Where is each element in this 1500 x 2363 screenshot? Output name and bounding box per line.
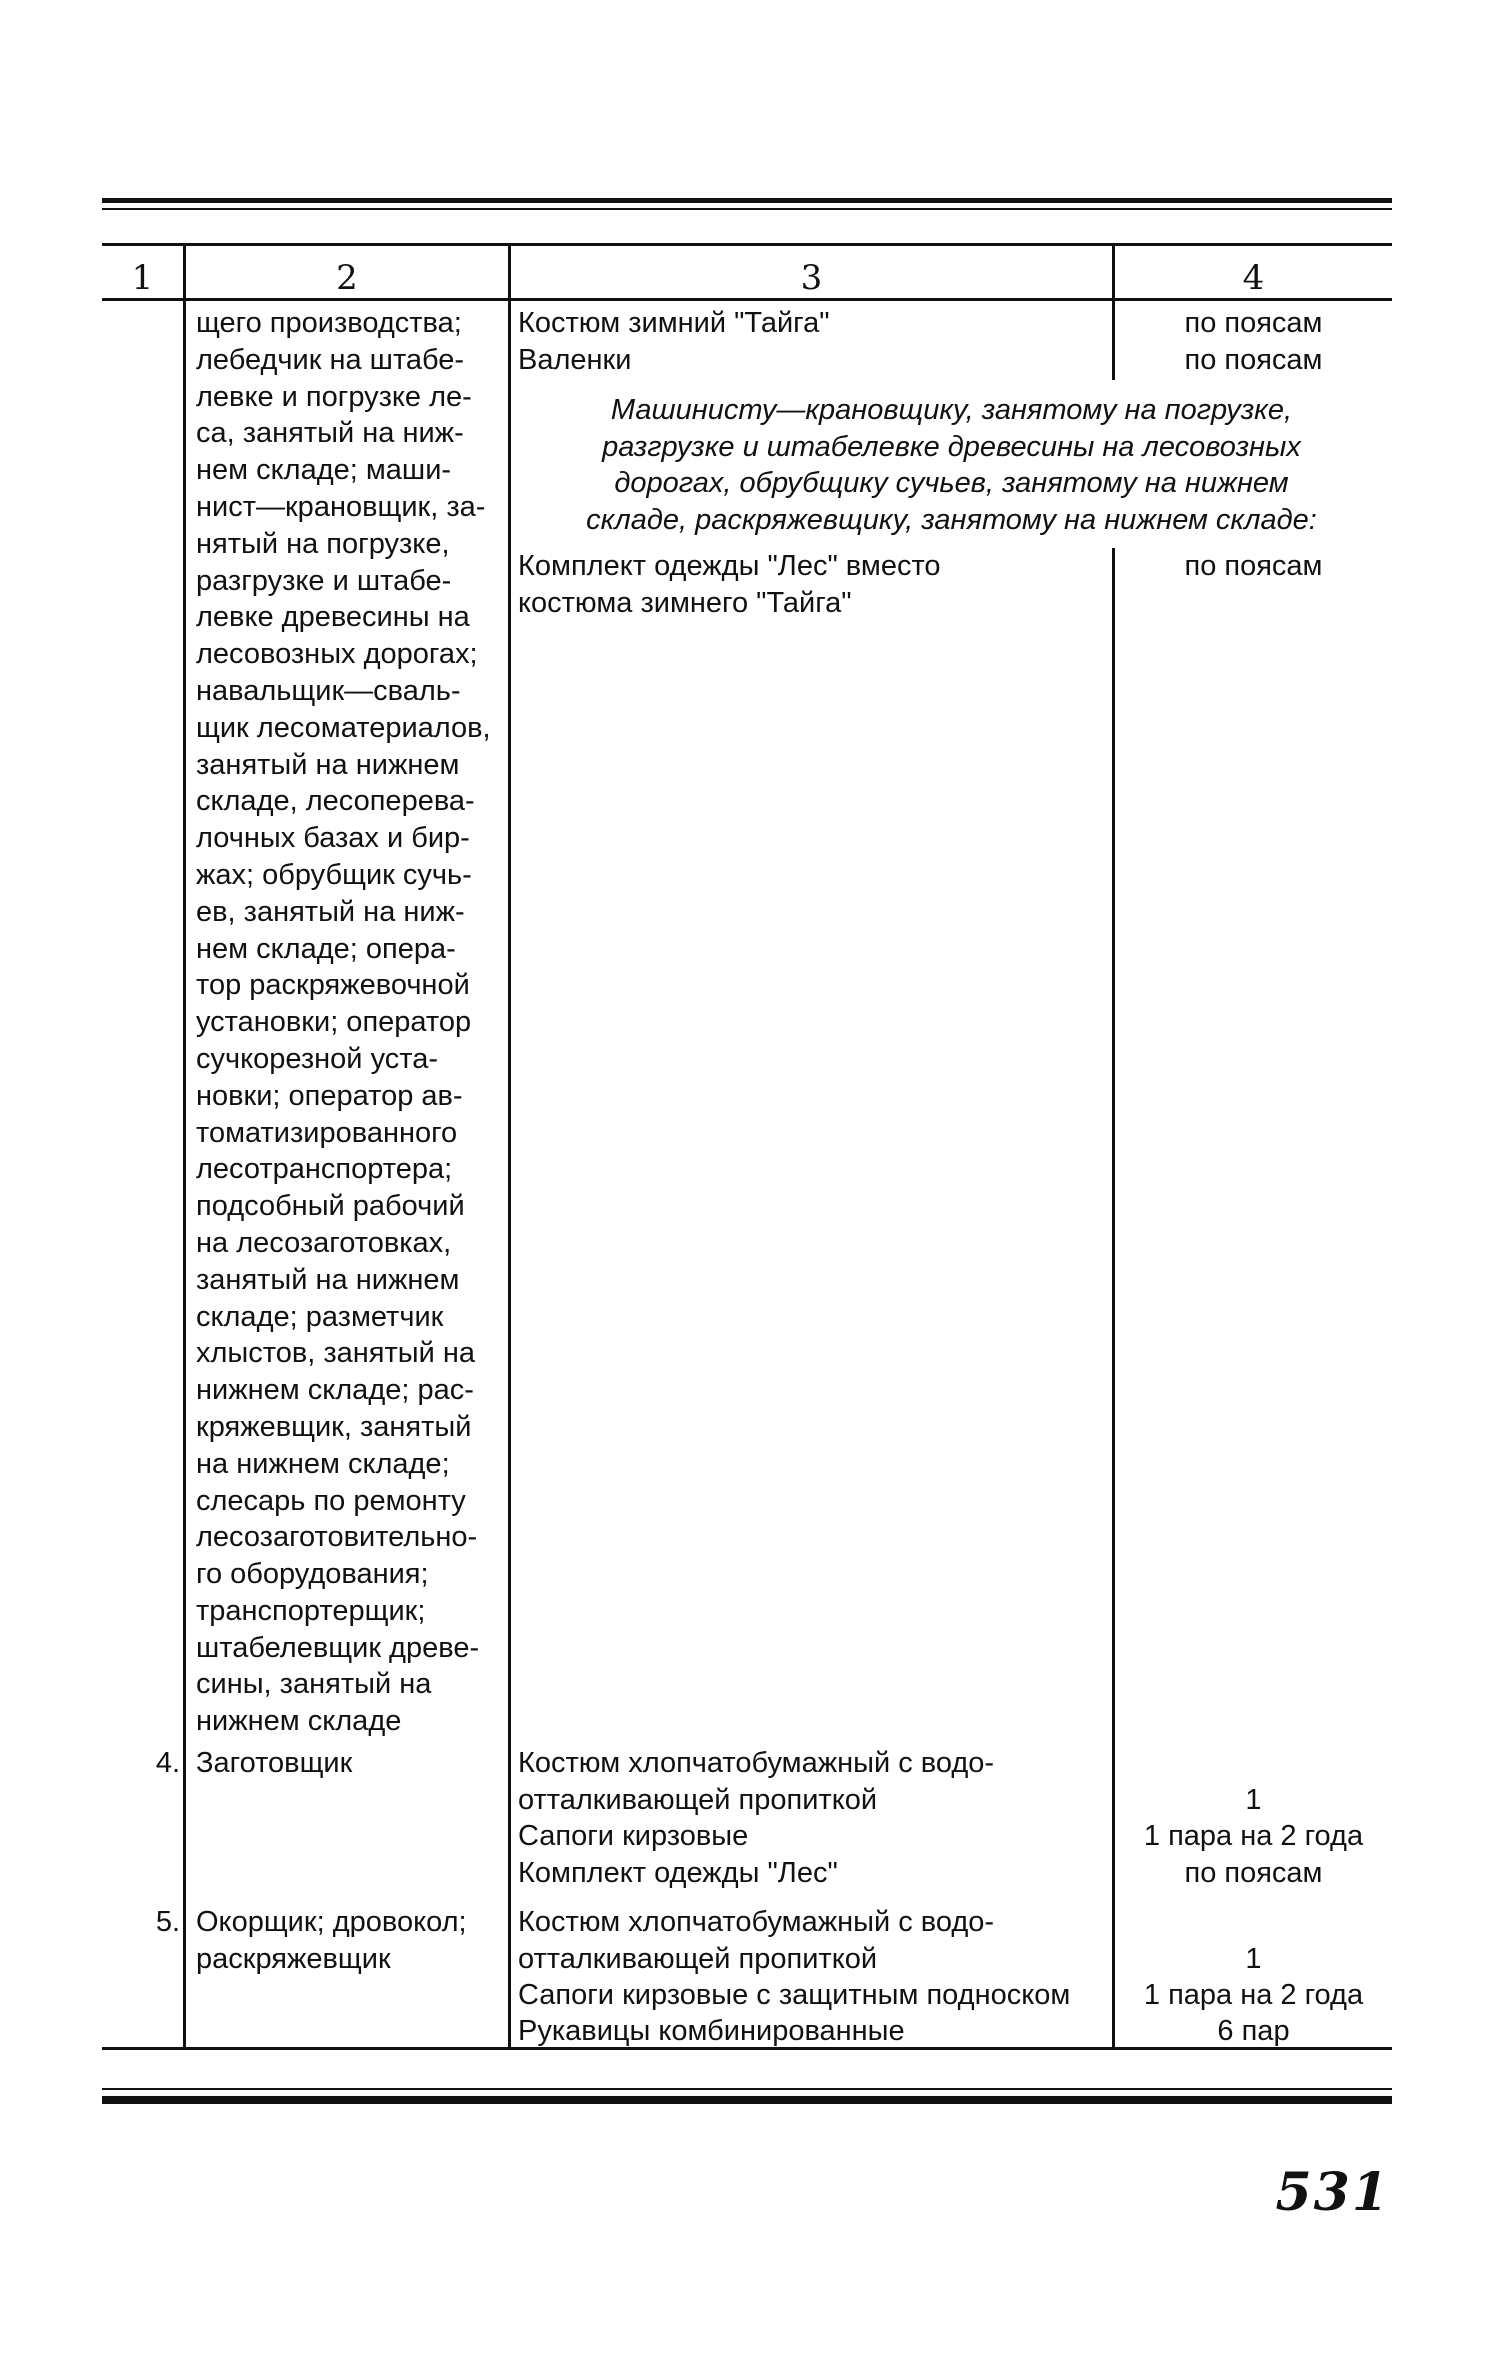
profession-line: лочных базах и бир- — [196, 822, 470, 855]
item-norm: по поясам — [1184, 344, 1323, 376]
item-line: Комплект одежды "Лес" — [518, 1857, 838, 1889]
profession-line: на лесозаготовках, — [196, 1226, 452, 1259]
header-col-2: 2 — [336, 258, 358, 298]
profession-line: жах; обрубщик сучь- — [196, 858, 472, 891]
profession-line: томатизированного — [196, 1116, 458, 1149]
norm: 1 — [1245, 1784, 1262, 1816]
item-line: Костюм хлопчатобумажный с водо- — [518, 1747, 995, 1779]
profession-line: Окорщик; дровокол; — [196, 1906, 467, 1938]
item-line: отталкивающей пропиткой — [518, 1943, 878, 1975]
profession-line: щик лесоматериалов, — [196, 711, 491, 744]
profession-line: левке и погрузке ле- — [196, 380, 472, 413]
profession-line: складе; разметчик — [196, 1300, 444, 1333]
bottom-rule-thick — [102, 2096, 1392, 2104]
profession-line: слесарь по ремонту — [196, 1484, 466, 1517]
profession-line: щего производства; — [196, 307, 462, 339]
profession-line: нист—крановщик, за- — [196, 490, 486, 523]
item-name: Валенки — [518, 344, 632, 376]
note-line: Машинисту—крановщику, занятому на погрузке, — [610, 394, 1293, 426]
norm: 1 пара на 2 года — [1143, 1979, 1364, 2011]
norm: 1 пара на 2 года — [1143, 1820, 1364, 1852]
page-number: 531 — [1275, 2162, 1390, 2223]
item-line: отталкивающей пропиткой — [518, 1784, 878, 1816]
profession-line: нятый на погрузке, — [196, 527, 450, 560]
profession-line: новки; оператор ав- — [196, 1079, 463, 1112]
profession-line: тор раскряжевочной — [196, 969, 470, 1002]
row-number: 4. — [155, 1747, 180, 1779]
profession-line: занятый на нижнем — [196, 748, 460, 781]
profession-line: на нижнем складе; — [196, 1447, 450, 1480]
norm: по поясам — [1184, 1857, 1323, 1889]
profession-line: раскряжевщик — [196, 1943, 391, 1975]
profession-line: хлыстов, занятый на — [196, 1337, 476, 1370]
header-col-1: 1 — [131, 258, 154, 298]
note-line: дорогах, обрубщику сучьев, занятому на нижнем — [614, 467, 1289, 499]
profession-line: установки; оператор — [196, 1006, 472, 1039]
profession-line: го оборудования; — [196, 1558, 429, 1591]
profession-line: ев, занятый на ниж- — [196, 895, 465, 928]
continuation-professions — [196, 305, 506, 1740]
profession-line: лесотранспортера; — [196, 1153, 453, 1186]
item-line: Сапоги кирзовые с защитным подноском — [518, 1979, 1071, 2011]
col-divider-1 — [183, 243, 186, 2050]
profession-line: нижнем складе; рас- — [196, 1374, 474, 1407]
note-item-line: Комплект одежды "Лес" вместо — [518, 550, 941, 582]
note-item-line: костюма зимнего "Тайга" — [518, 587, 852, 619]
profession: Заготовщик — [196, 1747, 353, 1779]
profession-line: складе, лесоперева- — [196, 785, 475, 818]
profession-line: штабелевщик древе- — [196, 1631, 480, 1664]
item-line: Рукавицы комбинированные — [518, 2015, 905, 2047]
profession-line: нем складе; опера- — [196, 932, 456, 965]
profession-line: сучкорезной уста- — [196, 1042, 438, 1075]
profession-line: транспортерщик; — [196, 1594, 426, 1627]
item-line: Сапоги кирзовые — [518, 1820, 749, 1852]
item-name: Костюм зимний "Тайга" — [518, 307, 830, 339]
profession-line: кряжевщик, занятый — [196, 1410, 472, 1443]
top-rule-thick — [102, 198, 1392, 203]
profession-line: лесовозных дорогах; — [196, 638, 478, 671]
norm: 1 — [1245, 1943, 1262, 1975]
header-col-4: 4 — [1242, 258, 1265, 298]
note-line: разгрузке и штабелевке древесины на лесовозных — [602, 431, 1301, 463]
profession-line: сины, занятый на — [196, 1668, 432, 1701]
profession-line: подсобный рабочий — [196, 1190, 465, 1223]
profession-line: лебедчик на штабе- — [196, 343, 465, 376]
profession-line: са, занятый на ниж- — [196, 417, 464, 450]
note-line: складе, раскряжевщику, занятому на нижнем складе: — [586, 504, 1317, 536]
profession-line: занятый на нижнем — [196, 1263, 460, 1296]
header-top-line — [102, 243, 1392, 246]
profession-line: нем складе; маши- — [196, 454, 452, 487]
norm: 6 пар — [1217, 2015, 1290, 2047]
top-rule-thin — [102, 208, 1392, 210]
header-col-3: 3 — [800, 258, 823, 298]
profession-line: нижнем складе — [196, 1705, 402, 1738]
item-line: Костюм хлопчатобумажный с водо- — [518, 1906, 995, 1938]
header-bottom-line — [102, 298, 1392, 301]
profession-line: разгрузке и штабе- — [196, 564, 452, 597]
profession-line: левке древесины на — [196, 601, 470, 634]
bottom-rule-thin — [102, 2088, 1392, 2090]
item-norm: по поясам — [1184, 307, 1323, 339]
row-number: 5. — [155, 1906, 180, 1938]
profession-line: навальщик—сваль- — [196, 674, 461, 707]
note-item-norm: по поясам — [1184, 550, 1323, 582]
profession-line: лесозаготовительно- — [196, 1521, 478, 1554]
